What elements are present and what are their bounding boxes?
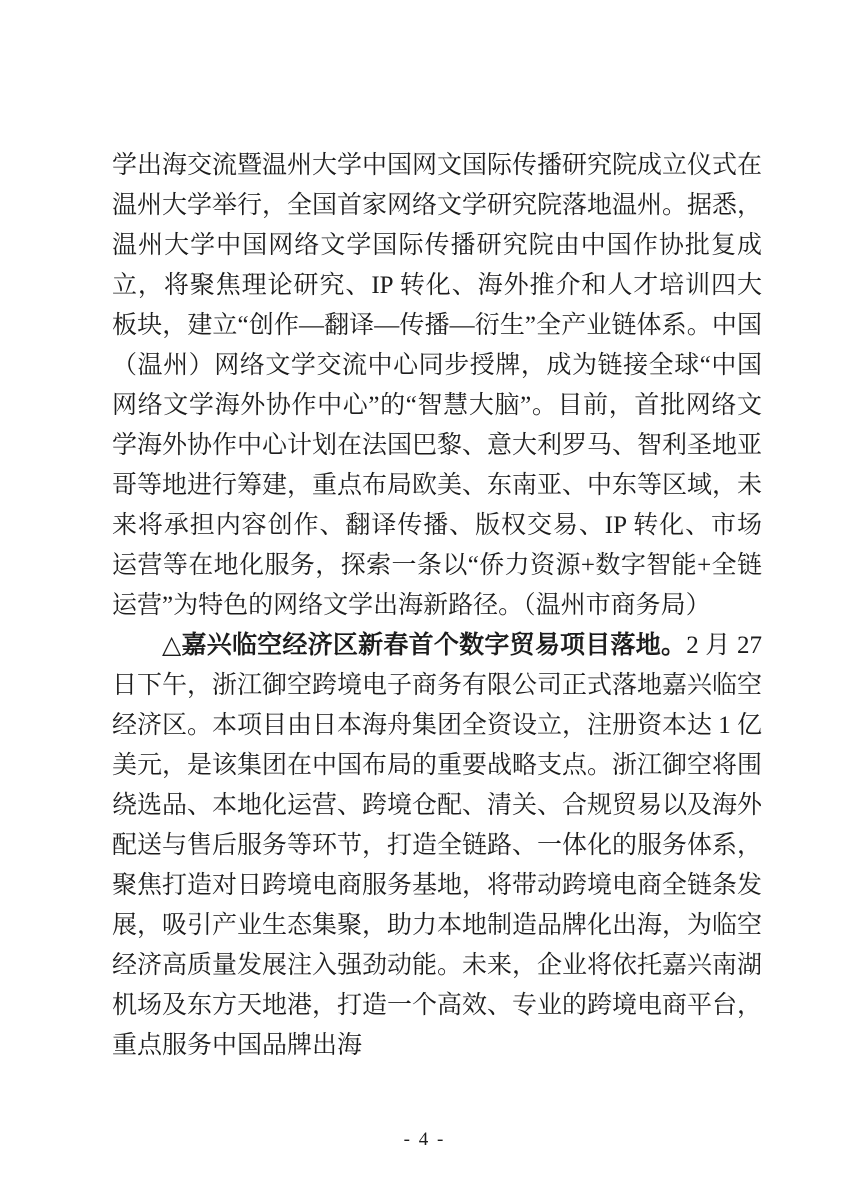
page-number: - 4 - xyxy=(403,1129,446,1150)
news-item-body: 2 月 27 日下午，浙江御空跨境电子商务有限公司正式落地嘉兴临空经济区。本项目由日本海舟集团全资设立，注册资本达 1 亿美元，是该集团在中国布局的重要战略支点。浙江御空将围绕选品、本地化运营、跨境仓配、清关、合规贸易以及海外配送与售后服务等环节，打造全链路、一体化的服务体系，聚焦打造对日跨境电商服务基地，将带动跨境电商全链条发展，吸引产业生态集聚，助力本地制造品牌化出海，为临空经济高质量发展注入强劲动能。未来，企业将依托嘉兴南湖机场及东方天地港，打造一个高效、专业的跨境电商平台，重点服务中国品牌出海 xyxy=(112,632,763,1059)
body-text xyxy=(112,146,762,1066)
paragraph-continuation: 学出海交流暨温州大学中国网文国际传播研究院成立仪式在温州大学举行，全国首家网络文学研究院落地温州。据悉，温州大学中国网络文学国际传播研究院由中国作协批复成立，将聚焦理论研究、IP 转化、海外推介和人才培训四大板块，建立“创作—翻译—传播—衍生”全产业链体系。中国（温州）网络文学交流中心同步授牌，成为链接全球“中国网络文学海外协作中心”的“智慧大脑”。目前，首批网络文学海外协作中心计划在法国巴黎、意大利罗马、智利圣地亚哥等地进行筹建，重点布局欧美、东南亚、中东等区域，未来将承担内容创作、翻译传播、版权交易、IP 转化、市场运营等在地化服务，探索一条以“侨力资源+数字智能+全链运营”为特色的网络文学出海新路径。（温州市商务局） xyxy=(112,152,763,619)
paragraph-news-item xyxy=(112,626,762,1066)
news-item-title: △嘉兴临空经济区新春首个数字贸易项目落地。 xyxy=(162,632,687,659)
